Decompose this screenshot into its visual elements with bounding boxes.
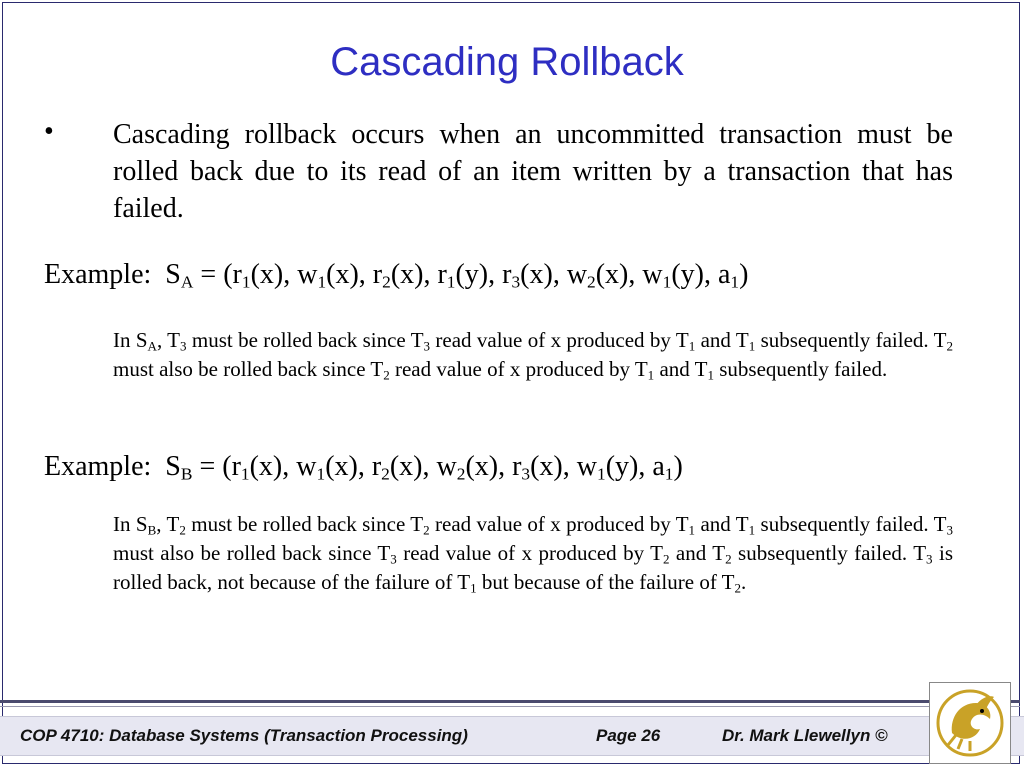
footer-divider-thin: [0, 706, 1020, 707]
footer-course: COP 4710: Database Systems (Transaction Processing): [20, 726, 468, 745]
schedule-name: S: [165, 259, 181, 290]
pegasus-logo-icon: [929, 682, 1011, 764]
example-label: Example:: [44, 451, 152, 482]
schedule-op: $r_2(x)$: [372, 259, 424, 292]
schedule-op: $r_1(y)$: [437, 259, 489, 292]
footer-author: Dr. Mark Llewellyn ©: [722, 726, 888, 745]
schedule-subscript: A: [180, 272, 194, 292]
example-b-explanation: In $S_B$, $T_2$ must be rolled back since $T_2$ read value of x produced by $T_1$ and $T_1$ subsequently failed. $T_3$ must also be rolled back since $T_3$ read value of x produced by $T_2$ and $T_2$ subsequently failed. $T_3$ is rolled back, not because of the failure of $T_1$ but because of the failure of $T_2$.: [113, 512, 953, 596]
schedule-op: $w_1(x)$: [297, 259, 359, 292]
example-b-schedule: Example: $S_B = (r_1(x)$, $w_1(x)$, $r_2(x)$, $w_2(x)$, $r_3(x)$, $w_1(y)$, $a_1$): [44, 451, 683, 484]
schedule-op: $r_1(x)$: [231, 451, 283, 484]
schedule-op: $w_2(x)$: [436, 451, 499, 484]
example-a-schedule: Example: $S_A = (r_1(x)$, $w_1(x)$, $r_2(x)$, $r_1(y)$, $r_3(x)$, $w_2(x)$, $w_1(y)$, $a_1$): [44, 259, 749, 292]
schedule-op: $r_2(x)$: [371, 451, 423, 484]
example-label: Example:: [44, 259, 152, 290]
schedule-name: S: [165, 451, 181, 482]
schedule-op: $w_1(y)$: [642, 259, 704, 292]
schedule-op: $w_1(y)$: [576, 451, 639, 484]
schedule-op: $r_3(x)$: [502, 259, 553, 292]
schedule-operations: $r_1(x)$, $w_1(x)$, $r_2(x)$, $w_2(x)$, $r_3(x)$, $w_1(y)$, $a_1$: [231, 451, 674, 484]
schedule-subscript: B: [180, 464, 193, 484]
schedule-op: $w_2(x)$: [566, 259, 629, 292]
schedule-operations: $r_1(x)$, $w_1(x)$, $r_2(x)$, $r_1(y)$, $r_3(x)$, $w_2(x)$, $w_1(y)$, $a_1$: [232, 259, 740, 292]
footer-page: Page 26: [596, 726, 661, 745]
schedule-op: $r_1(x)$: [232, 259, 284, 292]
footer-divider: [0, 700, 1020, 703]
bullet-text: Cascading rollback occurs when an uncommitted transaction must be rolled back due to its read of an item written by a transaction that has failed.: [113, 119, 953, 224]
slide-title: Cascading Rollback: [330, 40, 684, 84]
schedule-op: $a_1$: [717, 259, 740, 292]
example-a-explanation: In $S_A$, $T_3$ must be rolled back since $T_3$ read value of x produced by $T_1$ and $T_1$ subsequently failed. $T_2$ must also be rolled back since $T_2$ read value of x produced by $T_1$ and $T_1$ subsequently failed.: [113, 328, 953, 383]
bullet-marker: •: [44, 116, 54, 147]
schedule-op: $r_3(x)$: [512, 451, 563, 484]
schedule-op: $a_1$: [652, 451, 674, 484]
schedule-op: $w_1(x)$: [296, 451, 358, 484]
